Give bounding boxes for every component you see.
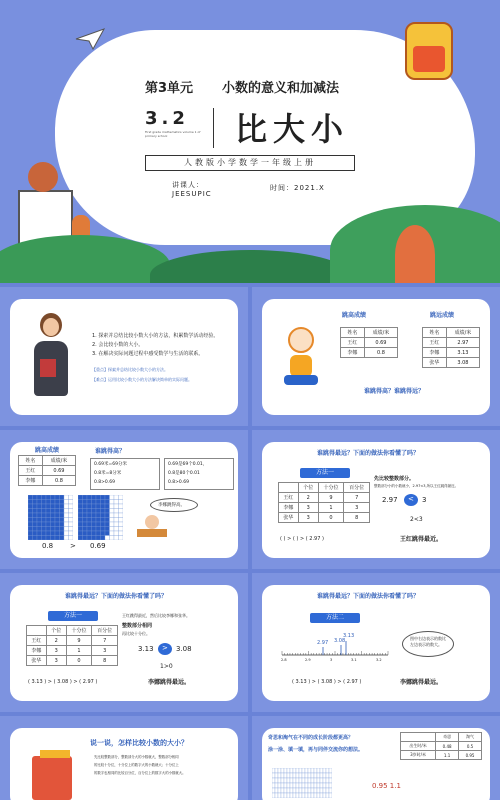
cover-slide[interactable]	[0, 0, 500, 283]
cover-bush-4	[395, 225, 435, 283]
slide-exercise[interactable]	[252, 716, 500, 800]
exercise-sub: 涂一涂、填一填，再与同伴交流你的想法。	[268, 747, 364, 753]
cover-time: 时间：2021.X	[270, 184, 325, 192]
answer-blanks-3: ( 3.13 ) > ( 3.08 ) > ( 2.97 )	[292, 679, 362, 685]
exercise-grid	[272, 768, 332, 798]
question-who-higher: 谁跳得高？谁跳得远？	[364, 388, 425, 395]
summary-title: 说一说，怎样比较小数的大小？	[90, 739, 188, 747]
answer-text-3: 李娜跳得最远。	[400, 679, 443, 686]
answer-blanks: ( ) > ( ) > ( 2.97 )	[280, 536, 324, 542]
summary-line-1: 先比较整数部分，整数部分大的小数就大，整数部分相同	[94, 755, 179, 759]
compare-lt: <	[408, 495, 414, 503]
cover-windmill	[28, 162, 58, 192]
method1-line3: 0.8>0.69	[94, 480, 115, 485]
axis-3: 3	[330, 658, 333, 662]
method-one-b-tip-1: 王红跳得最近，然后比较李娜和张华。	[122, 613, 190, 618]
method-one-tip-2: 整数部分小的小数就小，2.97<3,所以王红跳得最近。	[374, 484, 459, 488]
method-one-b-tip-3: 再比较十分位。	[122, 631, 150, 636]
cover-lesson-title: 比大小	[235, 110, 350, 148]
compare-a-2: 3.13	[138, 645, 154, 653]
point-3-13: 3.13	[343, 633, 355, 639]
method2-line3: 0.8>0.69	[168, 480, 189, 485]
method-one-badge-2: 方法一	[48, 611, 98, 621]
cover-small-en: First grade mathematics volume 1 of primary school	[145, 130, 201, 138]
exercise-numbers: 0.95 1.1	[372, 782, 401, 790]
compare-b-2: 3.08	[176, 645, 192, 653]
axis-2-8: 2.8	[281, 658, 287, 662]
paper-plane-icon	[75, 28, 105, 50]
grid-label-gt: >	[70, 542, 76, 550]
cover-divider	[213, 108, 214, 148]
books-icon-2	[40, 750, 70, 758]
grid-0-8	[28, 495, 73, 540]
grid-label-0-8: 0.8	[42, 542, 54, 550]
question-farthest-3: 谁跳得最远？下面的做法你看懂了吗？	[317, 593, 420, 600]
place-value-table-2: 个位 十分位 百分位 王红 2 9 7 李娜 3 1 3 张华 3 0 8	[26, 625, 118, 666]
method-two-bubble-text: 图中右边表示的数比左边表示的数大。	[410, 636, 446, 647]
slide-compare-high-jump[interactable]	[0, 430, 248, 569]
slide-method-two[interactable]	[252, 573, 500, 712]
point-2-97: 2.97	[317, 640, 329, 646]
compare-a: 2.97	[382, 496, 398, 504]
grid-label-0-69: 0.69	[90, 542, 106, 550]
cover-bush-2	[150, 250, 350, 283]
slide-summary[interactable]	[0, 716, 248, 800]
axis-3-1: 3.1	[351, 658, 357, 662]
question-who-higher-2: 谁跳得高？	[95, 448, 126, 455]
difficult-point: 【难点】运用比较小数大小的方法解决简单的实际问题。	[92, 377, 192, 382]
cover-unit: 第3单元	[145, 81, 194, 96]
long-jump-title: 跳远成绩	[430, 312, 455, 319]
question-farthest-2: 谁跳得最远？下面的做法你看懂了吗？	[65, 593, 168, 600]
jump-high-table: 姓名 成绩/米 王红 0.69 李娜 0.8	[340, 327, 398, 358]
compare-c: 2<3	[410, 516, 423, 523]
objective-1: 1. 探索并总结比较小数大小的方法，积累数学活动经验。	[92, 333, 219, 339]
slide-objectives[interactable]	[0, 287, 248, 426]
cover-unit-title: 小数的意义和加减法	[222, 81, 340, 96]
point-3-08: 3.08	[334, 638, 346, 644]
jump-high-title-2: 跳高成绩	[35, 447, 60, 454]
jumping-girl	[274, 327, 329, 397]
compare-gt: >	[162, 644, 168, 652]
exercise-title: 奇思和淘气在不同的成长阶段都更高？	[268, 735, 354, 741]
key-point: 【重点】探索并总结比较小数大小的方法。	[92, 367, 168, 372]
grid-0-69	[78, 495, 123, 540]
compare-b: 3	[422, 496, 427, 504]
method2-line2: 0.8是80个0.01	[168, 471, 200, 476]
cover-lesson-no: 3.2	[145, 108, 189, 129]
axis-3-2: 3.2	[376, 658, 382, 662]
cover-speaker: 讲课人：JEESUPIC	[172, 181, 212, 198]
slide-method-one[interactable]	[252, 430, 500, 569]
objective-3: 3. 在解决实际问题过程中感受数学与生活的联系。	[92, 351, 204, 357]
studying-kid	[137, 515, 167, 545]
method1-line2: 0.8米=8分米	[94, 471, 122, 476]
jump-high-table-2: 姓名 成绩/米 王红 0.69 李娜 0.8	[18, 455, 76, 486]
backpack-pocket	[413, 46, 445, 72]
books-icon	[32, 756, 72, 800]
question-farthest: 谁跳得最远？下面的做法你看懂了吗？	[317, 450, 420, 457]
axis-2-9: 2.9	[305, 658, 311, 662]
growth-table: 奇思 淘气 出生时/米 0.48 0.5 3岁时/米 1.1 0.95	[400, 732, 482, 760]
method2-line1: 0.69是69个0.01，	[168, 462, 208, 467]
cover-edition: 人教版小学数学一年级上册	[145, 155, 355, 171]
answer-blanks-2: ( 3.13 ) > ( 3.08 ) > ( 2.97 )	[28, 679, 98, 685]
answer-text: 王红跳得最近。	[400, 536, 443, 543]
method-two-badge: 方法二	[310, 613, 360, 623]
compare-c-2: 1>0	[160, 663, 173, 670]
jump-high-title: 跳高成绩	[342, 312, 367, 319]
answer-text-2: 李娜跳得最远。	[148, 679, 191, 686]
long-jump-table: 姓名 成绩/米 王红 2.97 李娜 3.13 张华 3.08	[422, 327, 480, 368]
method-one-b-tip-2: 整数部分相同	[122, 623, 153, 629]
summary-line-2: 的比较十分位，十分位上的数字大的小数就大；十分位上	[94, 763, 179, 767]
objective-2: 2. 会比较小数的大小。	[92, 342, 144, 348]
teacher-figure	[28, 309, 76, 405]
method1-line1: 0.69米=69分米	[94, 462, 128, 467]
summary-line-3: 的数字也相同的比较百分位，百分位上的数字大的小数就大。	[94, 771, 186, 775]
method-one-badge: 方法一	[300, 468, 350, 478]
bubble-text: 李娜跳得高。	[158, 503, 185, 508]
method-one-tip-1: 先比较整数部分。	[374, 476, 415, 482]
slide-method-one-b[interactable]	[0, 573, 248, 712]
slide-results-tables[interactable]	[252, 287, 500, 426]
place-value-table: 个位 十分位 百分位 王红 2 9 7 李娜 3 1 3 张华 3 0 8	[278, 482, 370, 523]
